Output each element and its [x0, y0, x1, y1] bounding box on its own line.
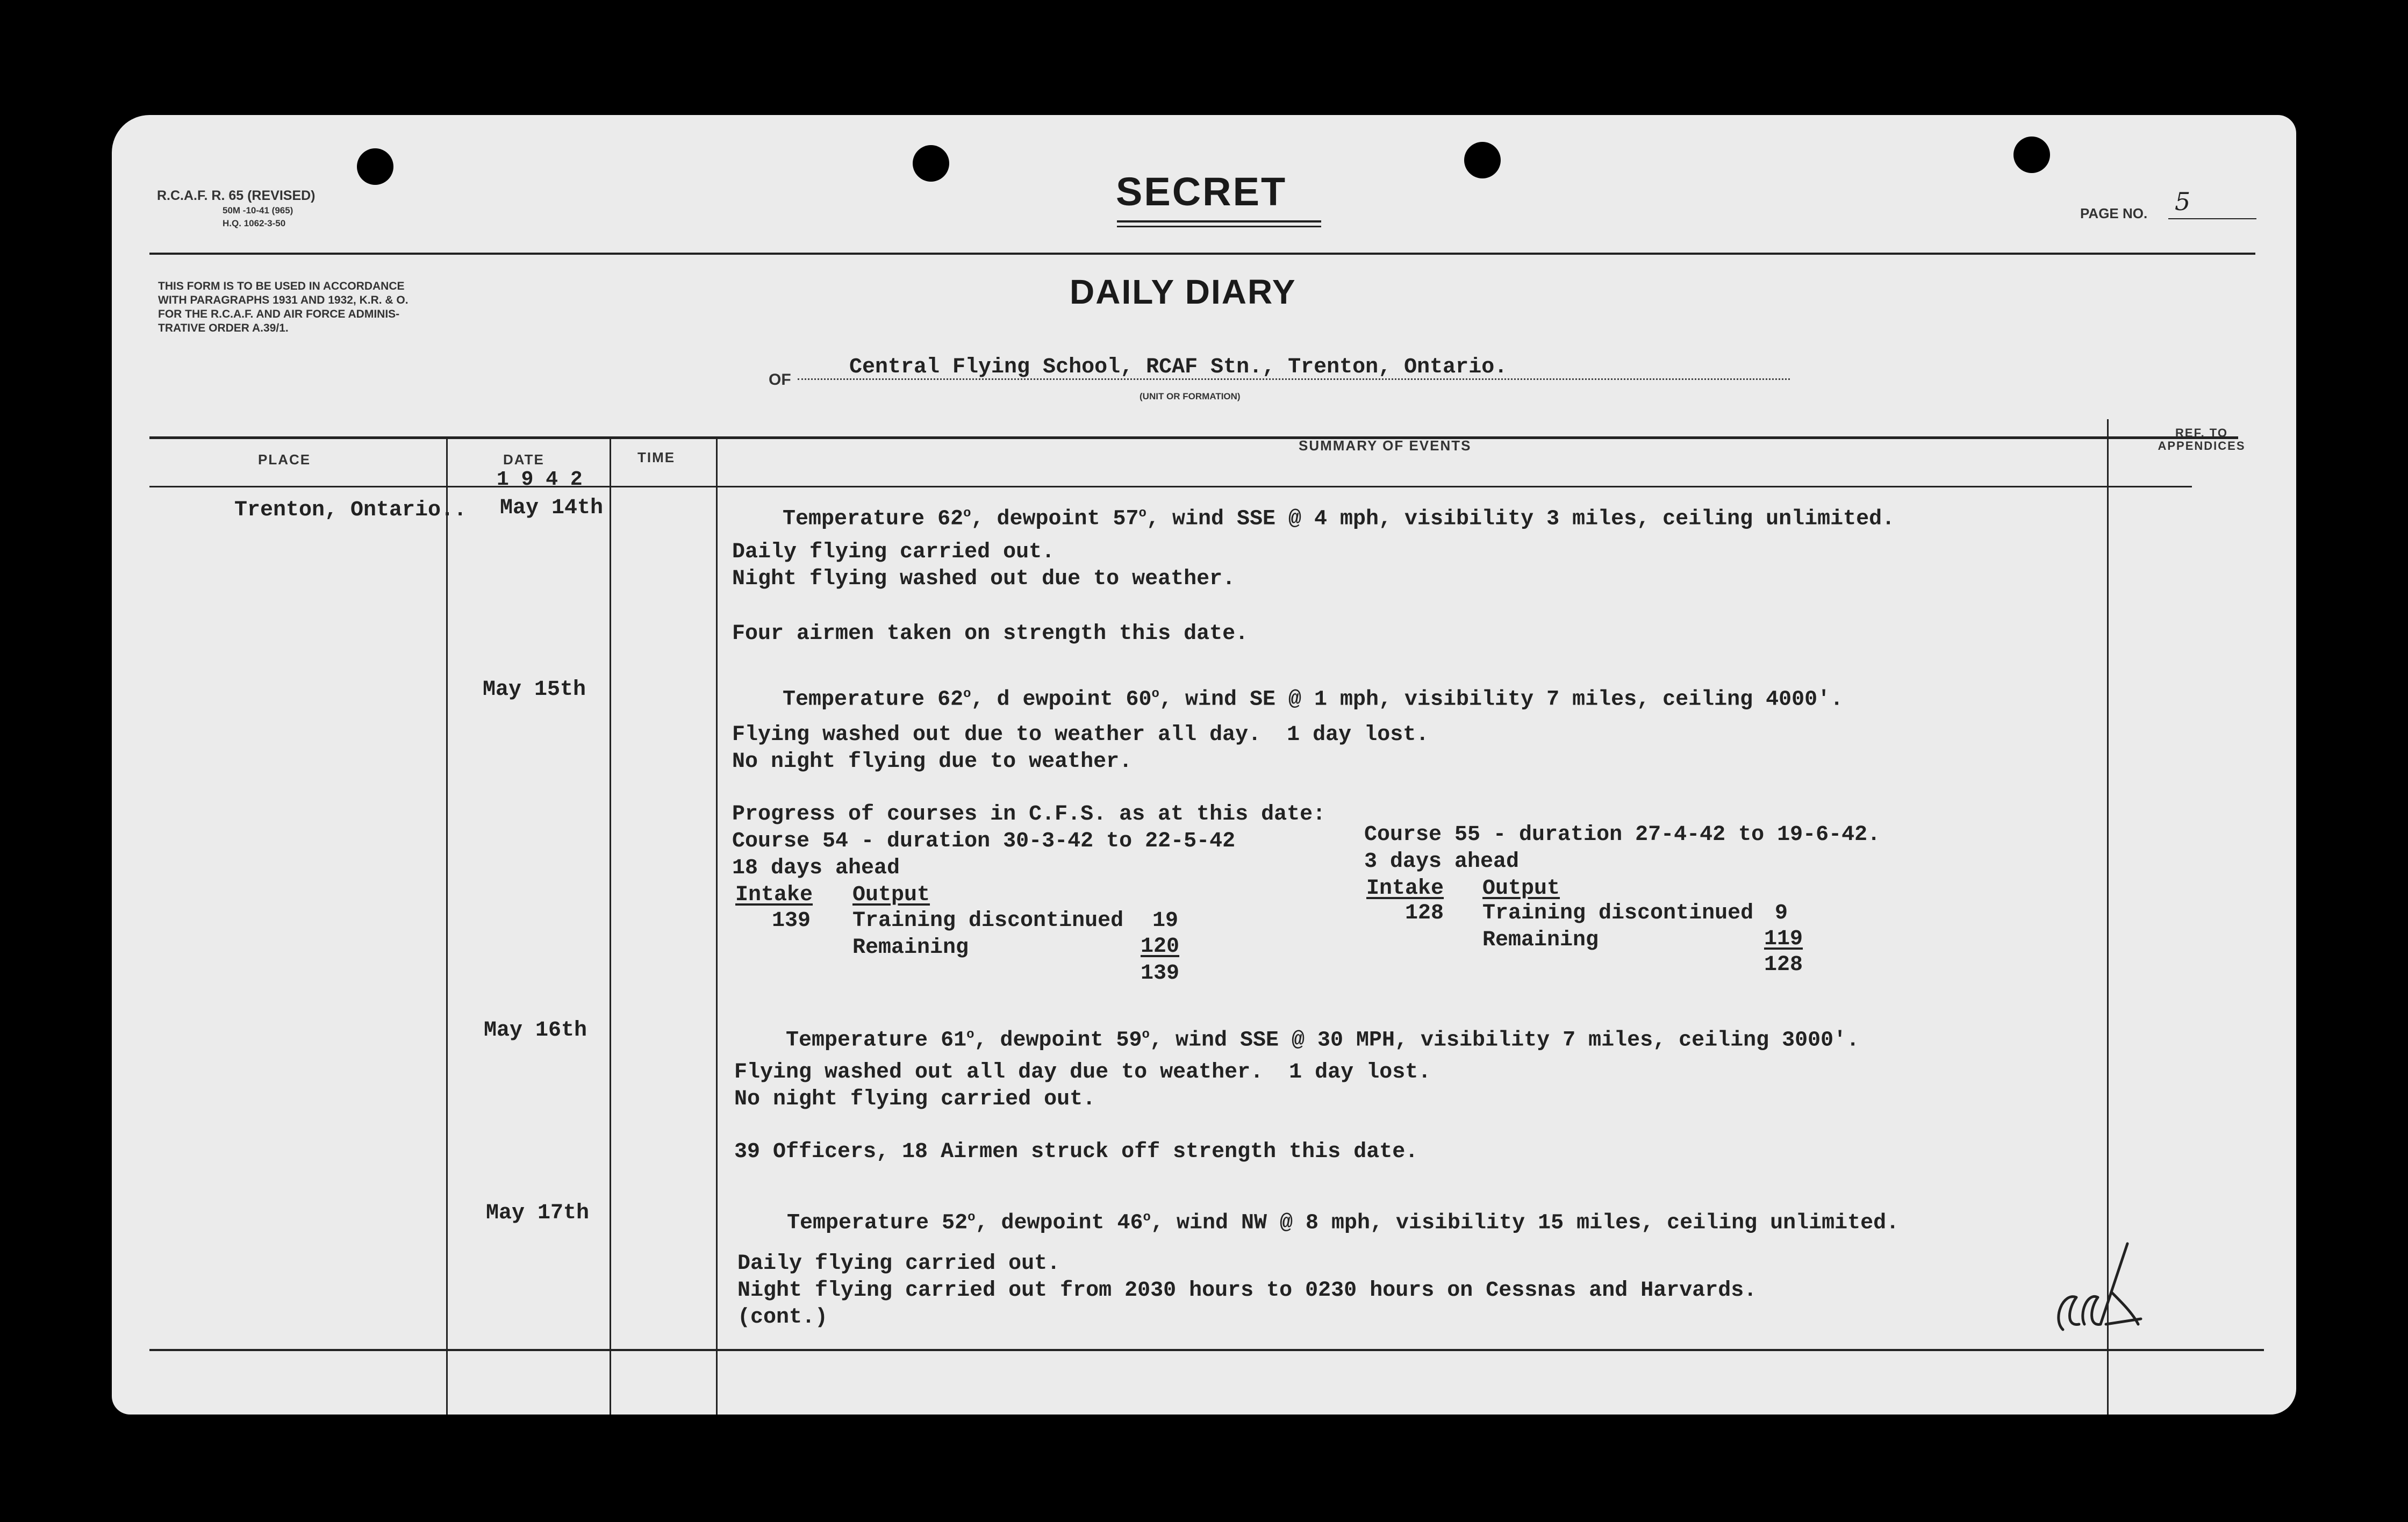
entry-line: Flying washed out due to weather all day. 1 day lost. [732, 723, 1429, 747]
page-number-line [2168, 218, 2256, 219]
diary-page [112, 115, 2296, 1415]
entry-line: Four airmen taken on strength this date. [732, 622, 1249, 646]
progress-heading: Progress of courses in C.F.S. as at this date: [732, 802, 1326, 827]
weather-may-17: Temperature 52$^o$, dewpoint 46$^o$, wind NW @ 8 mph, visibility 15 miles, ceiling unlimited. [787, 1210, 1900, 1236]
unit-name: Central Flying School, RCAF Stn., Trenton, Ontario. [849, 355, 1508, 379]
course-54-remaining-label: Remaining [852, 936, 969, 960]
course-54-remaining: 120 [1141, 935, 1180, 959]
date-may-16: May 16th [484, 1018, 587, 1043]
page-number-label: PAGE NO. [2080, 205, 2148, 221]
course-55-total: 128 [1764, 953, 1803, 977]
page-title: DAILY DIARY [1070, 272, 1296, 311]
entry-line: Daily flying carried out. [732, 540, 1055, 564]
course-54-total: 139 [1141, 961, 1180, 986]
date-may-14: May 14th [500, 496, 604, 520]
column-header-place: PLACE [258, 451, 311, 468]
form-number: R.C.A.F. R. 65 (REVISED) [157, 188, 316, 203]
course-55-ahead: 3 days ahead [1364, 850, 1520, 874]
entry-line: 39 Officers, 18 Airmen struck off strength this date. [734, 1140, 1418, 1164]
course-54-ahead: 18 days ahead [732, 856, 900, 880]
course-55-discontinued: 9 [1775, 901, 1788, 925]
course-54-output-label: Output [852, 883, 930, 907]
entry-line: Night flying washed out due to weather. [732, 567, 1236, 591]
course-54-intake-label: Intake [735, 883, 813, 907]
punch-hole [913, 145, 949, 182]
unit-dotted-line [798, 378, 1790, 380]
entry-line: Night flying carried out from 2030 hours to 0230 hours on Cessnas and Harvards. [737, 1279, 1757, 1303]
column-header-date: DATE [503, 451, 544, 468]
print-code: 50M -10-41 (965) [223, 205, 293, 216]
classification-stamp: SECRET [1116, 169, 1287, 214]
unit-caption: (UNIT OR FORMATION) [1140, 391, 1241, 401]
date-may-15: May 15th [483, 678, 586, 702]
entry-line: Daily flying carried out. [737, 1252, 1060, 1276]
entry-line: (cont.) [737, 1305, 828, 1330]
course-54-intake: 139 [772, 909, 811, 933]
entry-line: No night flying due to weather. [732, 750, 1133, 774]
of-label: OF [769, 371, 791, 389]
column-header-time: TIME [637, 449, 676, 465]
entry-line: Flying washed out all day due to weather. 1 day lost. [734, 1060, 1431, 1085]
course-54-discontinued-label: Training discontinued [852, 909, 1124, 933]
secret-underline [1117, 226, 1321, 227]
course-55-discontinued-label: Training discontinued [1482, 901, 1754, 925]
course-55-output-label: Output [1482, 877, 1560, 901]
punch-hole [2013, 137, 2050, 173]
date-may-17: May 17th [486, 1201, 590, 1225]
table-bottom-rule [149, 1349, 2264, 1351]
weather-may-14: Temperature 62$^o$, dewpoint 57$^o$, wind SSE @ 4 mph, visibility 3 miles, ceiling unlimited. [783, 506, 1895, 532]
table-top-rule [149, 436, 2238, 439]
course-55-remaining-label: Remaining [1482, 928, 1599, 952]
place-entry: Trenton, Ontario.. [234, 498, 467, 522]
punch-hole [357, 148, 393, 185]
form-instructions: THIS FORM IS TO BE USED IN ACCORDANCE WITH PARAGRAPHS 1931 AND 1932, K.R. & O. FOR THE R.C.A.F. AND AIR FORCE ADMINIS- TRATIVE ORDER A.39/1. [158, 280, 408, 334]
course-55-intake: 128 [1405, 901, 1444, 925]
entry-line: No night flying carried out. [734, 1087, 1096, 1111]
weather-may-15: Temperature 62$^o$, d ewpoint 60$^o$, wind SE @ 1 mph, visibility 7 miles, ceiling 4000'. [783, 687, 1844, 712]
punch-hole [1464, 142, 1501, 178]
column-divider [446, 437, 448, 1415]
column-divider [716, 437, 718, 1415]
course-55-line: Course 55 - duration 27-4-42 to 19-6-42. [1364, 823, 1881, 847]
column-header-ref: REF. TO APPENDICES [2158, 426, 2246, 453]
weather-may-16: Temperature 61$^o$, dewpoint 59$^o$, wind SSE @ 30 MPH, visibility 7 miles, ceiling 3000'. [786, 1028, 1860, 1053]
header-rule [149, 253, 2255, 255]
column-divider [610, 437, 611, 1415]
course-54-discontinued: 19 [1152, 909, 1179, 933]
page-number: 5 [2175, 187, 2191, 216]
course-54-line: Course 54 - duration 30-3-42 to 22-5-42 [732, 829, 1236, 853]
handwritten-initials [2047, 1238, 2154, 1340]
course-55-remaining: 119 [1764, 927, 1803, 951]
hq-reference: H.Q. 1062-3-50 [223, 218, 286, 228]
course-55-intake-label: Intake [1366, 877, 1444, 901]
column-header-summary: SUMMARY OF EVENTS [1299, 437, 1472, 454]
secret-underline [1117, 220, 1321, 222]
year-entry: 1 9 4 2 [497, 468, 583, 491]
